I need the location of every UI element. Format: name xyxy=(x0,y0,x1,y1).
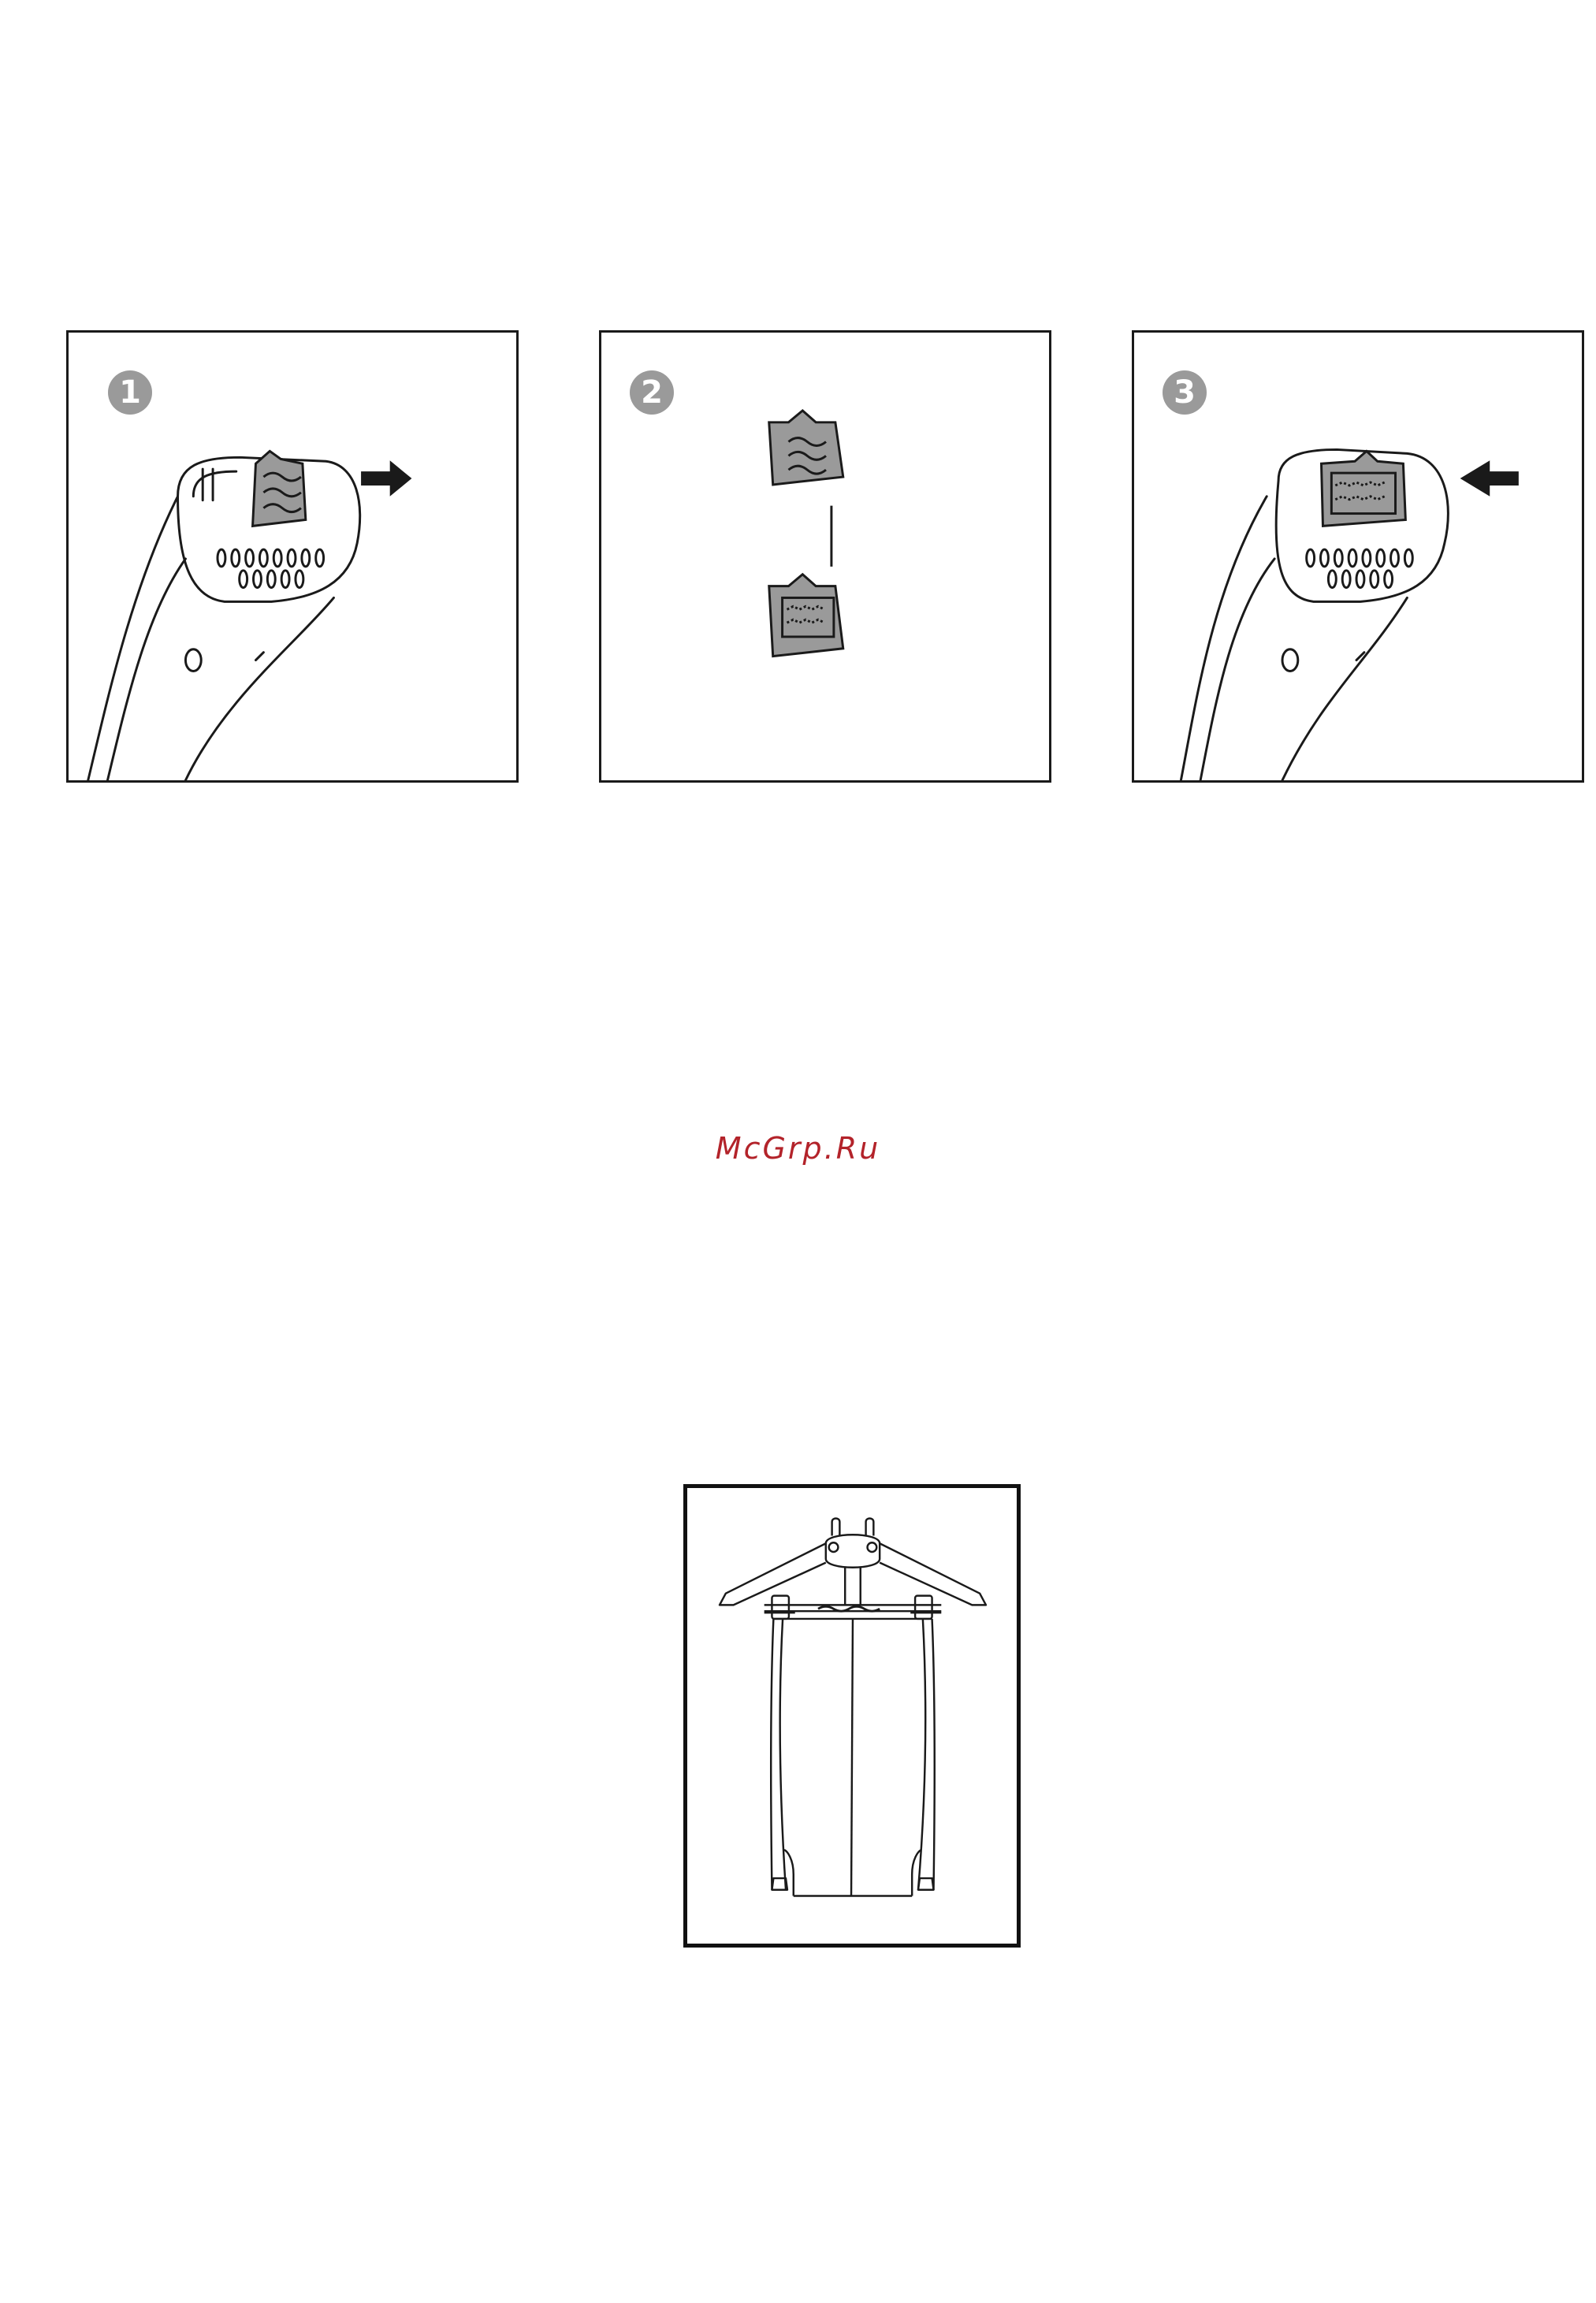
step-3-panel xyxy=(1132,330,1584,783)
arrow-left-icon xyxy=(1460,460,1519,497)
step-3-badge: 3 xyxy=(1163,370,1207,415)
steamer-head-remove-pad-illustration xyxy=(69,333,516,780)
step-1-panel xyxy=(66,330,519,783)
step-2-panel xyxy=(599,330,1051,783)
steamer-head-insert-pad-illustration xyxy=(1134,333,1582,780)
hanger-trousers-panel xyxy=(683,1484,1021,1948)
pad-swap-illustration xyxy=(601,333,1049,780)
arrow-right-icon xyxy=(361,460,411,497)
hanger-icon xyxy=(687,1488,1017,1944)
step-2-badge: 2 xyxy=(630,370,674,415)
watermark-text: McGrp.Ru xyxy=(715,1131,881,1166)
step-1-badge: 1 xyxy=(108,370,152,415)
